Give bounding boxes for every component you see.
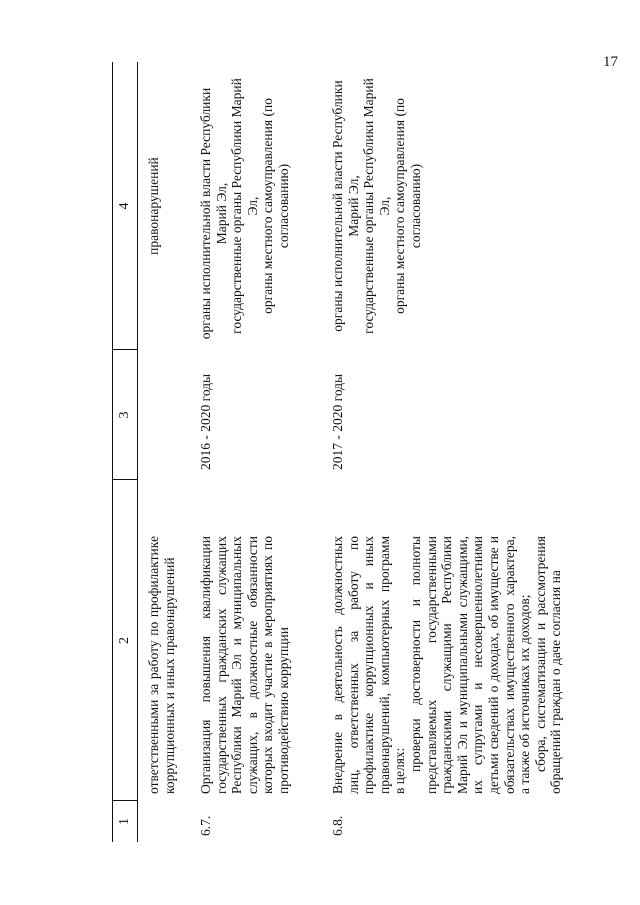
executor-line: государственные органы Республики Марий Эл,: [229, 78, 260, 334]
table: [112, 62, 597, 842]
row-number-6-7: 6.7.: [198, 815, 213, 836]
row-6-7-period: 2016 - 2020 годы: [198, 373, 213, 470]
header-col-1: 1: [117, 818, 132, 825]
row-6-7-executors: [198, 70, 292, 342]
event-paragraph: сбора, систематизации и рассмотрения обращений граждан о даче согласия на: [532, 536, 564, 794]
table-header: [112, 62, 138, 842]
row-6-7-event: Организация повышения квалификации государственных гражданских служащих Республики Марий Эл и муниципальных служащих, в должностные обязанности которых входит участие в мероприятиях по противодействию коррупции: [198, 536, 291, 794]
header-col-4: 4: [117, 202, 132, 210]
continuation-executors: правонарушений: [146, 157, 161, 255]
executor-line: органы исполнительной власти Республики Марий Эл,: [198, 87, 229, 340]
event-paragraph: Внедрение в деятельность должностных лиц, ответственных за работу по профилактике коррупционных и иных правонарушений, компьютерных программ в целях:: [330, 536, 408, 794]
continuation-text: ответственными за работу по профилактике коррупционных и иных правонарушений: [146, 536, 177, 794]
executor-line: государственные органы Республики Марий Эл,: [361, 78, 392, 334]
row-6-8-executors: [330, 70, 424, 342]
executor-line: органы местного самоуправления (по согласованию): [260, 98, 291, 314]
row-6-8-period: 2017 - 2020 годы: [330, 373, 345, 470]
header-col-2: 2: [117, 637, 132, 644]
page-number: 17: [603, 54, 618, 70]
row-number-6-8: 6.8.: [330, 815, 345, 836]
event-paragraph: проверки достоверности и полноты представляемых государственными гражданскими служащими Республики Марий Эл и муниципальными служащими, их супругами и несовершеннолетними детьми сведений о доходах, об имуществе и обязательствах имущественного характера, а также об источниках их доходов;: [407, 536, 533, 794]
executor-line: органы местного самоуправления (по согласованию): [392, 98, 423, 314]
executor-line: органы исполнительной власти Республики Марий Эл,: [330, 80, 361, 332]
header-col-3: 3: [117, 411, 132, 419]
row-6-8-event: [330, 536, 564, 794]
